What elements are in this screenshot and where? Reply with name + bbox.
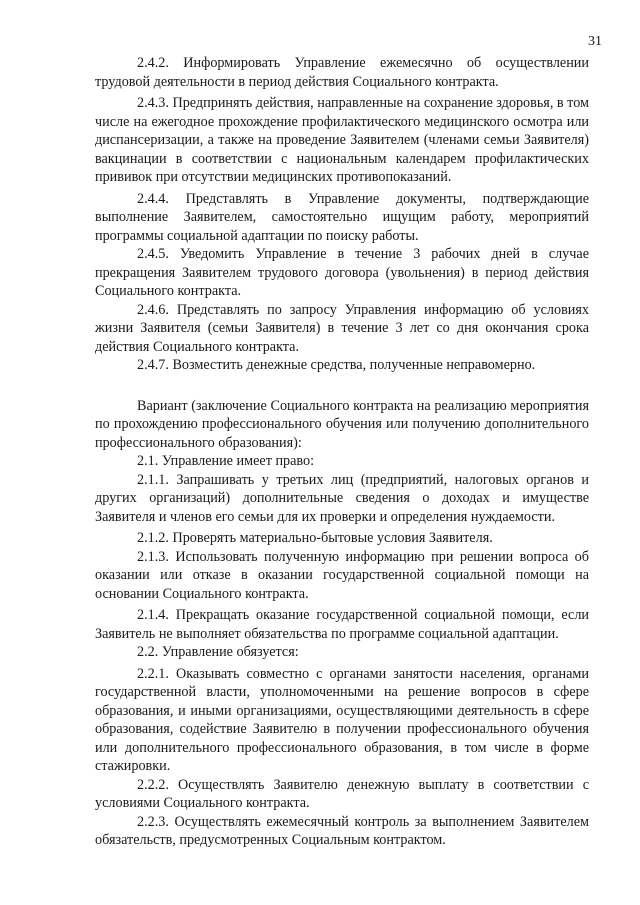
paragraph-2-4-5: 2.4.5. Уведомить Управление в течение 3 рабочих дней в случае прекращения Заявителем трудового договора (увольнения) в период действия Социального контракта. — [95, 246, 589, 299]
paragraph-2-2-2: 2.2.2. Осуществлять Заявителю денежную выплату в соответствии с условиями Социального контракта. — [95, 776, 589, 811]
paragraph-2-4-3: 2.4.3. Предпринять действия, направленные на сохранение здоровья, в том числе на ежегодное прохождение профилактического медицинского осмотра или диспансеризации, а также на проведение Заявителем (членами семьи Заявителя) вакцинации в соответствии с национальным календарем профилактических прививок при отсутствии медицинских противопоказаний. — [95, 95, 589, 185]
page-number: 31 — [588, 34, 602, 49]
paragraph-2-1-3: 2.1.3. Использовать полученную информацию при решении вопроса об оказании или отказе в оказании государственной социальной помощи на основании Социального контракта. — [95, 548, 589, 602]
paragraph-2-2-1: 2.2.1. Оказывать совместно с органами занятости населения, органами государственной власти, уполномоченными на решение вопросов в сфере образования, и иными организациями, осуществляющими деятельность в сфере образования, содействие Заявителю в получении профессионального обучения или дополнительного профессионального образования, в том числе в форме стажировки. — [95, 665, 589, 774]
paragraph-2-4-7: 2.4.7. Возместить денежные средства, полученные неправомерно. — [137, 357, 536, 373]
document-body — [95, 54, 589, 850]
paragraph-2-1-2: 2.1.2. Проверять материально-бытовые условия Заявителя. — [137, 530, 493, 546]
paragraph-2-2: 2.2. Управление обязуется: — [137, 644, 299, 660]
paragraph-2-2-3: 2.2.3. Осуществлять ежемесячный контроль за выполнением Заявителем обязательств, предусмотренных Социальным контрактом. — [95, 813, 589, 848]
paragraph-2-1: 2.1. Управление имеет право: — [137, 453, 315, 469]
paragraph-2-1-4: 2.1.4. Прекращать оказание государственной социальной помощи, если Заявитель не выполняет обязательства по программе социальной адаптации. — [95, 607, 589, 642]
paragraph-2-4-6: 2.4.6. Представлять по запросу Управления информацию об условиях жизни Заявителя (семьи Заявителя) в течение 3 лет со дня окончания срока действия Социального контракта. — [95, 301, 589, 355]
paragraph-2-1-1: 2.1.1. Запрашивать у третьих лиц (предприятий, налоговых органов и других организаций) дополнительные сведения о доходах и имуществе Заявителя и членов его семьи для их проверки и определения нуждаемости. — [95, 471, 589, 525]
paragraph-variant: Вариант (заключение Социального контракта на реализацию мероприятия по прохождению профессионального обучения или получению дополнительного профессионального образования): — [95, 397, 589, 451]
paragraph-2-4-4: 2.4.4. Представлять в Управление документы, подтверждающие выполнение Заявителем, самостоятельно ищущим работу, мероприятий программы социальной адаптации по поиску работы. — [95, 190, 589, 244]
paragraph-2-4-2: 2.4.2. Информировать Управление ежемесячно об осуществлении трудовой деятельности в период действия Социального контракта. — [95, 55, 589, 90]
